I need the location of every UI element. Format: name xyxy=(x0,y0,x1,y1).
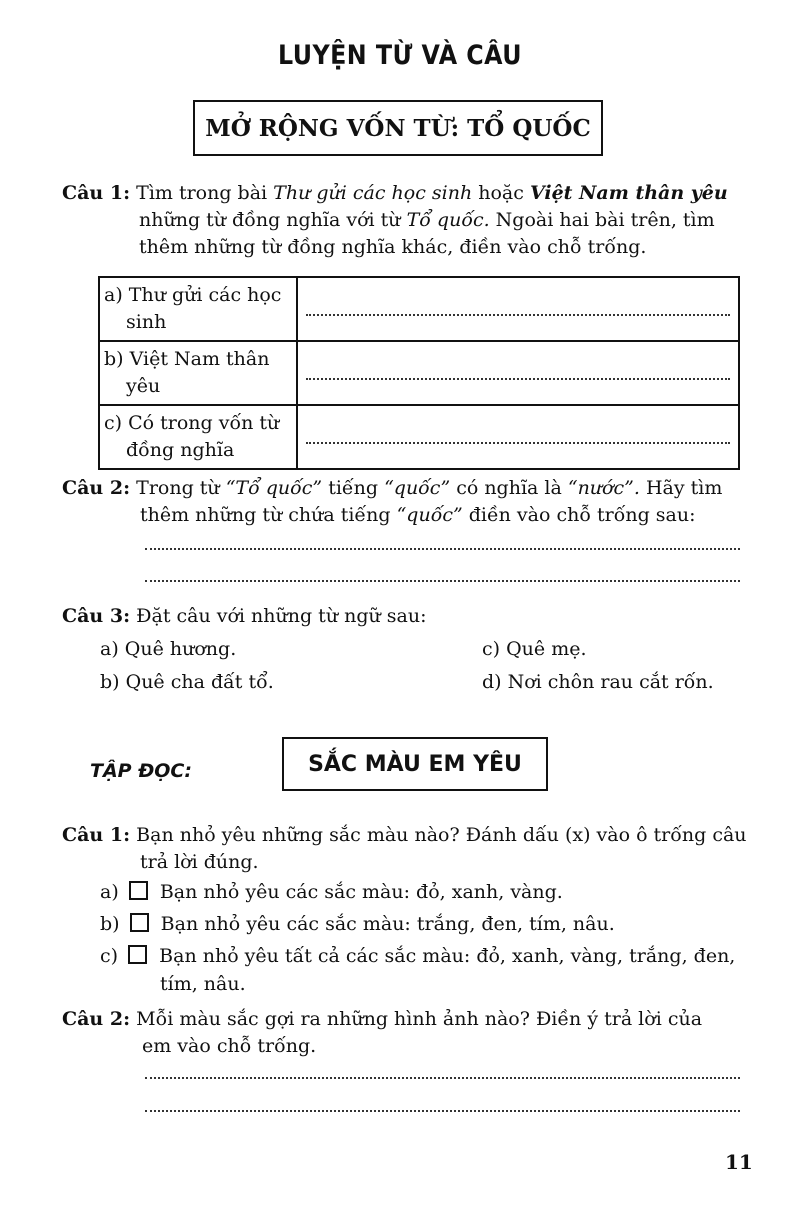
q1-text: Tìm trong bài xyxy=(136,182,268,204)
question-3 xyxy=(62,603,762,630)
lesson-title: MỞ RỘNG VỐN TỪ: TỔ QUỐC xyxy=(205,114,591,142)
q2-text: thêm những từ chứa tiếng xyxy=(140,504,391,526)
option-c-cont: tím, nâu. xyxy=(160,973,246,995)
q1-text: những từ đồng nghĩa với từ xyxy=(139,209,401,231)
answer-blank[interactable] xyxy=(297,277,739,341)
answer-line[interactable] xyxy=(145,580,740,582)
question-2 xyxy=(62,475,762,529)
checkbox[interactable] xyxy=(129,881,148,900)
q1-text-title1: Thư gửi các học sinh xyxy=(273,182,473,204)
row-label-line: a) Thư gửi các học xyxy=(104,284,282,306)
question-label: Câu 3: xyxy=(62,605,131,627)
question-label: Câu 1: xyxy=(62,182,131,204)
checkbox[interactable] xyxy=(128,945,147,964)
rq1-text: trả lời đúng. xyxy=(140,851,259,873)
option-text: Bạn nhỏ yêu các sắc màu: trắng, đen, tím, nâu. xyxy=(160,913,615,935)
option-text: Bạn nhỏ yêu các sắc màu: đỏ, xanh, vàng. xyxy=(159,881,563,903)
option-text: Bạn nhỏ yêu tất cả các sắc màu: đỏ, xanh, vàng, trắng, đen, xyxy=(159,945,736,967)
option-c xyxy=(100,943,735,970)
lesson-title-box xyxy=(193,100,603,156)
reading-question-2 xyxy=(62,1006,782,1060)
answer-table xyxy=(98,276,740,470)
page-title: LUYỆN TỪ VÀ CÂU xyxy=(278,40,522,71)
table-row xyxy=(99,341,739,405)
answer-line[interactable] xyxy=(145,1077,740,1079)
page-number: 11 xyxy=(725,1150,753,1174)
q2-text: có nghĩa là xyxy=(456,477,562,499)
q2-text: điền vào chỗ trống sau: xyxy=(468,504,696,526)
row-label xyxy=(99,277,297,341)
q1-text-keyword: Tổ quốc. xyxy=(406,209,490,231)
section-tag: TẬP ĐỌC: xyxy=(90,760,192,782)
q2-text: tiếng xyxy=(328,477,379,499)
dotted-line xyxy=(306,378,730,380)
question-label: Câu 1: xyxy=(62,824,131,846)
option-key: c) xyxy=(100,945,119,967)
answer-line[interactable] xyxy=(145,548,740,550)
row-label xyxy=(99,341,297,405)
reading-title-box xyxy=(282,737,548,791)
q1-text: Ngoài hai bài trên, tìm xyxy=(495,209,715,231)
option-key: b) xyxy=(100,913,120,935)
reading-question-1 xyxy=(62,822,782,876)
row-label-line: yêu xyxy=(126,375,161,397)
q3-item-d: d) Nơi chôn rau cắt rốn. xyxy=(482,671,714,693)
option-key: a) xyxy=(100,881,119,903)
row-label-line: c) Có trong vốn từ xyxy=(104,412,280,434)
rq1-text: Bạn nhỏ yêu những sắc màu nào? Đánh dấu (x) vào ô trống câu xyxy=(136,824,747,846)
answer-blank[interactable] xyxy=(297,405,739,469)
q1-text: hoặc xyxy=(478,182,524,204)
q1-text: thêm những từ đồng nghĩa khác, điền vào chỗ trống. xyxy=(139,236,647,258)
row-label-line: đồng nghĩa xyxy=(126,439,235,461)
row-label xyxy=(99,405,297,469)
row-label-line: b) Việt Nam thân xyxy=(104,348,270,370)
answer-blank[interactable] xyxy=(297,341,739,405)
question-label: Câu 2: xyxy=(62,477,131,499)
q2-text: Hãy tìm xyxy=(645,477,723,499)
table-row xyxy=(99,405,739,469)
q3-item-a: a) Quê hương. xyxy=(100,638,237,660)
question-1 xyxy=(62,180,762,261)
q2-text: Trong từ xyxy=(136,477,220,499)
option-b xyxy=(100,911,615,938)
rq2-text: em vào chỗ trống. xyxy=(142,1035,317,1057)
question-label: Câu 2: xyxy=(62,1008,131,1030)
rq2-text: Mỗi màu sắc gợi ra những hình ảnh nào? Điền ý trả lời của xyxy=(136,1008,703,1030)
q3-item-b: b) Quê cha đất tổ. xyxy=(100,671,274,693)
table-row xyxy=(99,277,739,341)
checkbox[interactable] xyxy=(130,913,149,932)
q1-text-title2: Việt Nam thân yêu xyxy=(529,182,728,204)
q2-text-keyword: “quốc” xyxy=(384,477,451,499)
row-label-line: sinh xyxy=(126,311,167,333)
q2-text-keyword: “quốc” xyxy=(396,504,463,526)
q3-item-c: c) Quê mẹ. xyxy=(482,638,587,660)
option-a xyxy=(100,879,563,906)
dotted-line xyxy=(306,442,730,444)
reading-title: SẮC MÀU EM YÊU xyxy=(308,751,522,777)
answer-line[interactable] xyxy=(145,1110,740,1112)
q2-text-keyword: “nước”. xyxy=(567,477,640,499)
q2-text-keyword: “Tổ quốc” xyxy=(225,477,323,499)
dotted-line xyxy=(306,314,730,316)
q3-text: Đặt câu với những từ ngữ sau: xyxy=(136,605,427,627)
